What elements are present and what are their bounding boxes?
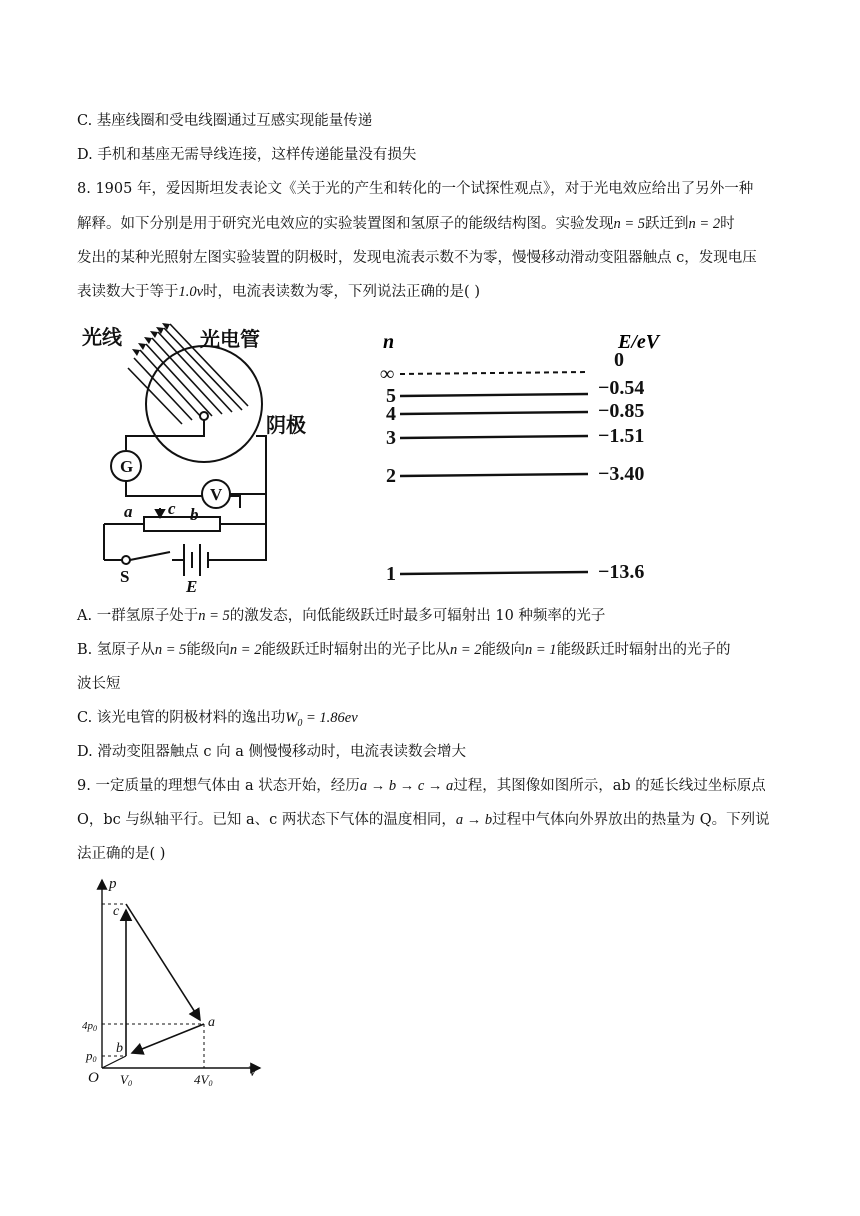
level-inf-line bbox=[400, 372, 588, 374]
level-2-e: −3.40 bbox=[598, 463, 645, 485]
q9-line-2: O，bc 与纵轴平行。已知 a、c 两状态下气体的温度相同，a → b过程中气体向外界放出的热量为 Q。下列说 bbox=[77, 812, 770, 828]
battery-label: E bbox=[186, 577, 198, 594]
rheostat-c-label: c bbox=[168, 499, 176, 518]
q9-line-3: 法正确的是( ) bbox=[77, 846, 166, 862]
tube-label: 光电管 bbox=[200, 327, 260, 351]
level-inf-n: ∞ bbox=[380, 363, 395, 385]
level-3-line bbox=[400, 436, 588, 438]
level-3-n: 3 bbox=[386, 427, 396, 449]
origin-label: O bbox=[88, 1070, 99, 1086]
q8-line-4: 表读数大于等于1.0v时，电流表读数为零，下列说法正确的是( ) bbox=[77, 284, 480, 300]
option-d-q7: D. 手机和基座无需导线连接，这样传递能量没有损失 bbox=[77, 147, 417, 163]
rheostat-b-label: b bbox=[190, 505, 199, 524]
level-1-e: −13.6 bbox=[598, 561, 645, 583]
level-inf-e: 0 bbox=[614, 349, 624, 371]
q9-pv-graph bbox=[76, 872, 276, 1092]
cathode-point bbox=[200, 412, 208, 420]
rheostat bbox=[144, 517, 220, 531]
v0-label: V0 bbox=[120, 1072, 132, 1088]
level-5-n: 5 bbox=[386, 385, 396, 407]
level-1-n: 1 bbox=[386, 563, 396, 585]
voltmeter-label: V bbox=[210, 485, 223, 504]
q8-line-3: 发出的某种光照射左图实验装置的阴极时，发现电流表示数不为零，慢慢移动滑动变阻器触点 c，发现电压 bbox=[77, 250, 757, 266]
level-3-e: −1.51 bbox=[598, 425, 645, 447]
point-a-label: a bbox=[208, 1015, 215, 1030]
switch-label: S bbox=[120, 567, 130, 586]
energy-level-diagram bbox=[380, 331, 661, 585]
q8-option-b-cont: 波长短 bbox=[77, 676, 121, 692]
q9-line-1: 9. 一定质量的理想气体由 a 状态开始，经历a → b → c → a过程，其图像如图所示，ab 的延长线过坐标原点 bbox=[77, 778, 766, 794]
energy-header: E/eV bbox=[618, 331, 660, 353]
q8-option-b: B. 氢原子从n = 5能级向n = 2能级跃迁时辐射出的光子比从n = 2能级向n = 1能级跃迁时辐射出的光子的 bbox=[77, 642, 731, 658]
p4-label: 4p0 bbox=[82, 1020, 97, 1033]
q8-line-2: 解释。如下分别是用于研究光电效应的实验装置图和氢原子的能级结构图。实验发现n = 5跃迁到n = 2时 bbox=[77, 216, 735, 232]
level-2-line bbox=[400, 474, 588, 476]
q8-figure bbox=[80, 316, 720, 594]
q8-option-a: A. 一群氢原子处于n = 5的激发态，向低能级跃迁时最多可辐射出 10 种频率的光子 bbox=[77, 608, 606, 624]
process-c-to-a bbox=[126, 904, 200, 1020]
option-c-q7: C. 基座线圈和受电线圈通过互感实现能量传递 bbox=[77, 113, 373, 129]
extension-to-origin bbox=[102, 1056, 126, 1068]
level-5-e: −0.54 bbox=[598, 377, 645, 399]
n-header: n bbox=[383, 331, 395, 353]
level-2-n: 2 bbox=[386, 465, 396, 487]
level-5-line bbox=[400, 394, 588, 396]
rheostat-a-label: a bbox=[124, 502, 133, 521]
point-b-label: b bbox=[116, 1041, 123, 1056]
photoelectric-circuit bbox=[104, 323, 266, 576]
q8-option-c: C. 该光电管的阴极材料的逸出功$W_0 = 1.86ev$ bbox=[77, 710, 358, 729]
level-1-line bbox=[400, 572, 588, 574]
level-4-line bbox=[400, 412, 588, 414]
light-label: 光线 bbox=[82, 325, 122, 349]
x-axis-label: V bbox=[248, 1064, 258, 1080]
slider-contact bbox=[156, 508, 164, 517]
level-4-e: −0.85 bbox=[598, 400, 645, 422]
v4-label: 4V0 bbox=[194, 1072, 213, 1088]
process-a-to-b bbox=[132, 1024, 204, 1053]
q8-line-1: 8. 1905 年，爱因斯坦发表论文《关于光的产生和转化的一个试探性观点》，对于光电效应给出了另外一种 bbox=[77, 181, 754, 197]
p0-label: p0 bbox=[86, 1048, 97, 1064]
galvanometer-label: G bbox=[120, 457, 134, 476]
level-4-n: 4 bbox=[386, 403, 396, 425]
point-c-label: c bbox=[113, 904, 120, 919]
q8-option-d: D. 滑动变阻器触点 c 向 a 侧慢慢移动时，电流表读数会增大 bbox=[77, 744, 467, 760]
y-axis-label: p bbox=[109, 876, 117, 892]
cathode-label: 阴极 bbox=[266, 413, 306, 437]
switch bbox=[122, 556, 130, 564]
